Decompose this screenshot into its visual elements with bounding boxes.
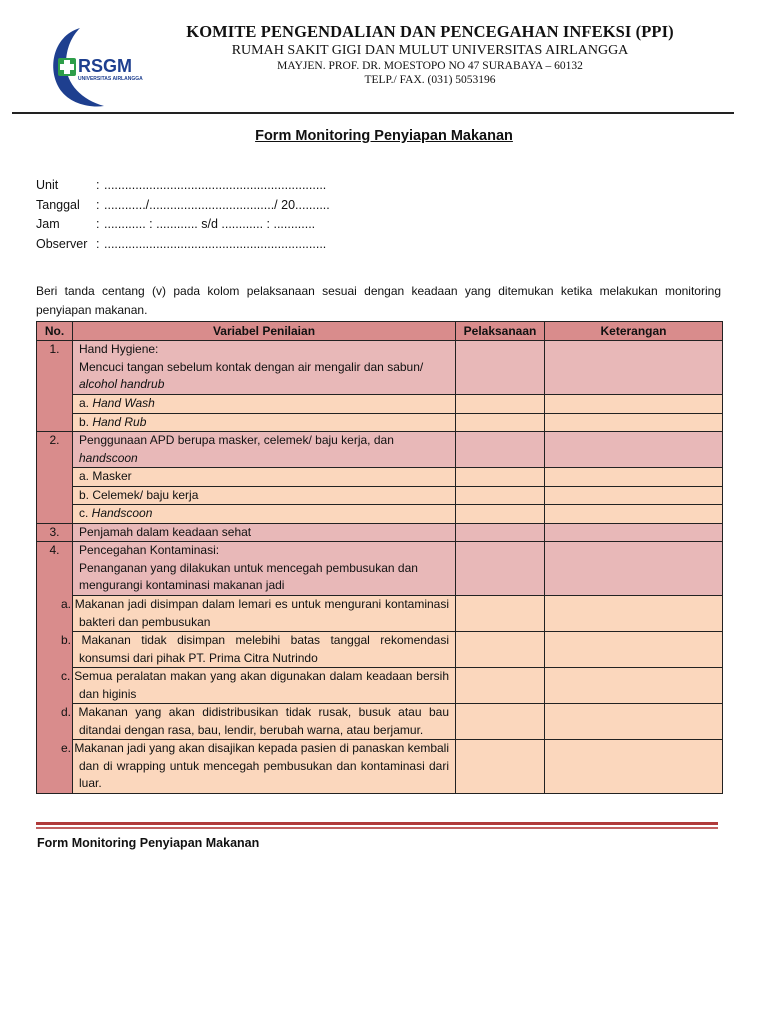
variable-desc-italic: handscoon [79,450,138,465]
row-variable [73,395,456,414]
field-blank[interactable]: ............ : ............ s/d ............ : ............ [104,217,316,231]
item-prefix: c. [79,506,92,520]
table-header-row [37,322,723,341]
field-blank[interactable]: ................................................................ [104,178,327,192]
row-number: 2. [37,432,73,524]
keterangan-cell[interactable] [545,413,723,432]
keterangan-cell[interactable] [545,596,723,632]
row-variable: e. Makanan jadi yang akan disajikan kepada pasien di panaskan kembali dan di wrapping untuk mencegah pembusukan dan kontaminasi dari luar. [73,740,456,794]
item-text: Handscoon [91,506,153,520]
keterangan-cell[interactable] [545,395,723,414]
variable-title: Penggunaan APD berupa masker, celemek/ baju kerja, dan [79,433,394,447]
row-variable: Penjamah dalam keadaan sehat [73,523,456,542]
pelaksanaan-cell[interactable] [456,413,545,432]
footer-rule [36,827,718,829]
col-header-no: No. [37,322,73,341]
instruction-text: Beri tanda centang (v) pada kolom pelaksanaan sesuai dengan keadaan yang ditemukan ketika melakukan monitoring penyiapan makanan. [36,284,721,317]
pelaksanaan-cell[interactable] [456,468,545,487]
row-number: 1. [37,341,73,432]
header-divider [12,112,734,114]
table-row [37,505,723,524]
keterangan-cell[interactable] [545,704,723,740]
field-label: Tanggal [36,197,80,212]
logo-subtext: UNIVERSITAS AIRLANGGA [78,76,143,82]
col-header-variabel: Variabel Penilaian [73,322,456,341]
row-variable [73,542,456,596]
col-header-keterangan: Keterangan [545,322,723,341]
col-header-pelaksanaan: Pelaksanaan [456,322,545,341]
table-row [37,740,723,794]
pelaksanaan-cell[interactable] [456,596,545,632]
field-blank[interactable]: ............/..................................../ 20.......... [104,197,330,212]
keterangan-cell[interactable] [545,341,723,395]
table-row [37,413,723,432]
hospital-name: RUMAH SAKIT GIGI DAN MULUT UNIVERSITAS AIRLANGGA [231,43,629,58]
row-variable [73,413,456,432]
table-row [37,632,723,668]
pelaksanaan-cell[interactable] [456,432,545,468]
item-prefix: a. [79,396,93,410]
row-variable: b. Celemek/ baju kerja [73,486,456,505]
table-row [37,341,723,395]
keterangan-cell[interactable] [545,432,723,468]
row-variable: a. Makanan jadi disimpan dalam lemari es untuk mengurani kontaminasi bakteri dan pembusukan [73,596,456,632]
keterangan-cell[interactable] [545,486,723,505]
pelaksanaan-cell[interactable] [456,523,545,542]
item-text: Hand Rub [92,414,147,429]
pelaksanaan-cell[interactable] [456,668,545,704]
form-title: Form Monitoring Penyiapan Makanan [255,128,513,144]
phone-fax: TELP./ FAX. (031) 5053196 [364,74,496,86]
pelaksanaan-cell[interactable] [456,341,545,395]
keterangan-cell[interactable] [545,632,723,668]
field-colon: : [96,197,100,212]
variable-desc-italic: alcohol handrub [79,377,165,391]
table-row [37,468,723,487]
row-variable: c. Semua peralatan makan yang akan digunakan dalam keadaan bersih dan higinis [73,668,456,704]
footer-rule [36,822,718,825]
keterangan-cell[interactable] [545,668,723,704]
field-colon: : [96,178,100,192]
table-row [37,704,723,740]
letterhead [160,22,700,87]
field-label: Unit [36,178,59,192]
pelaksanaan-cell[interactable] [456,632,545,668]
row-variable: d. Makanan yang akan didistribusikan tidak rusak, busuk atau bau ditandai dengan rasa, bau, lendir, berubah warna, atau berjamur. [73,704,456,740]
field-colon: : [96,217,100,231]
row-variable: b. Makanan tidak disimpan melebihi batas tanggal rekomendasi konsumsi dari pihak PT. Prima Citra Nutrindo [73,632,456,668]
rsgm-logo [42,22,152,110]
item-text: Hand Wash [92,396,155,410]
pelaksanaan-cell[interactable] [456,542,545,596]
field-tanggal[interactable] [36,196,330,216]
table-row [37,486,723,505]
table-row [37,432,723,468]
row-variable: a. Masker [73,468,456,487]
item-prefix: b. [79,414,93,429]
field-label: Observer [36,236,88,251]
variable-desc: Penanganan yang dilakukan untuk mencegah pembusukan dan mengurangi kontaminasi makanan jadi [79,560,418,592]
field-blank[interactable]: ................................................................ [104,236,327,251]
monitoring-table [36,321,723,794]
variable-title: Hand Hygiene: [79,342,159,356]
row-variable [73,432,456,468]
table-row [37,395,723,414]
pelaksanaan-cell[interactable] [456,505,545,524]
variable-desc: Mencuci tangan sebelum kontak dengan air mengalir dan sabun/ [79,359,424,374]
table-row [37,523,723,542]
field-observer[interactable] [36,235,330,255]
logo-text: RSGM [78,56,132,76]
row-number: 3. [37,523,73,542]
table-row [37,596,723,632]
pelaksanaan-cell[interactable] [456,704,545,740]
pelaksanaan-cell[interactable] [456,740,545,794]
pelaksanaan-cell[interactable] [456,395,545,414]
address: MAYJEN. PROF. DR. MOESTOPO NO 47 SURABAYA – 60132 [277,60,583,72]
table-row [37,668,723,704]
keterangan-cell[interactable] [545,523,723,542]
row-number: 4. [37,542,73,794]
footer-title: Form Monitoring Penyiapan Makanan [37,836,260,850]
field-jam[interactable] [36,215,330,235]
field-unit[interactable] [36,176,330,196]
field-label: Jam [36,217,60,231]
pelaksanaan-cell[interactable] [456,486,545,505]
field-colon: : [96,236,100,251]
committee-name: KOMITE PENGENDALIAN DAN PENCEGAHAN INFEKSI (PPI) [186,22,674,41]
keterangan-cell[interactable] [545,740,723,794]
keterangan-cell[interactable] [545,468,723,487]
row-variable [73,505,456,524]
row-variable [73,341,456,395]
variable-title: Pencegahan Kontaminasi: [79,543,220,557]
table-row [37,542,723,596]
keterangan-cell[interactable] [545,542,723,596]
keterangan-cell[interactable] [545,505,723,524]
form-fields [36,176,330,254]
